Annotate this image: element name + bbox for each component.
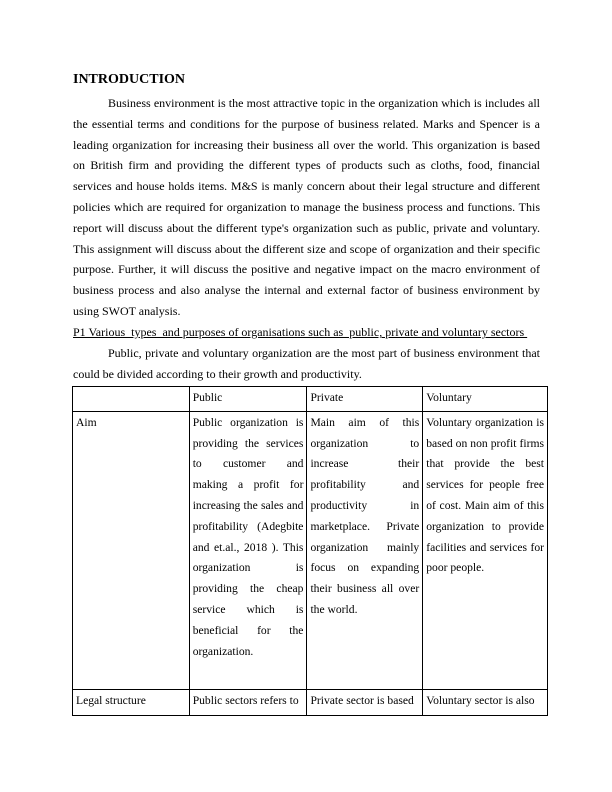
table-row: [73, 689, 548, 715]
cell-public: Public organization is providing the services to customer and making a profit for increasing the sales and profitability (Adegbite and et.al., 2018 ). This organization is providing the cheap service which is beneficial for the organization.: [189, 411, 307, 689]
intro-text: Business environment is the most attractive topic in the organization which is includes all the essential terms and conditions for the purpose of business related. Marks and Spencer is a leading organization for increasing their business all over the world. This organization is based on British firm and providing the different types of products such as cloths, food, financial services and house holds items. M&S is manly concern about their legal structure and different policies which are required for organization to manage the business process and functions. This report will discuss about the different type's organization such as public, private and voluntary. This assignment will discuss about the different size and scope of organization and their specific purpose. Further, it will discuss the positive and negative impact on the macro environment of business process and also analyse the internal and external factor of business environment by using SWOT analysis.: [73, 96, 540, 318]
table-row: [73, 411, 548, 689]
header-cell-voluntary: Voluntary: [423, 387, 548, 412]
section-heading: INTRODUCTION: [73, 72, 186, 87]
p1-text: Public, private and voluntary organization are the most part of business environment that could be divided according to their growth and productivity.: [73, 346, 540, 381]
row-label: Aim: [73, 411, 190, 689]
row-label: Legal structure: [73, 689, 190, 715]
table-header-row: [73, 387, 548, 412]
subheading-p1: P1 Various types and purposes of organisations such as public, private and voluntary sectors: [73, 325, 528, 339]
header-cell-empty: [73, 387, 190, 412]
header-cell-private: Private: [307, 387, 423, 412]
header-cell-public: Public: [189, 387, 307, 412]
organisation-comparison-table: [72, 386, 548, 716]
cell-private: Main aim of this organization to increase their profitability and productivity in marketplace. Private organization mainly focus on expanding their business all over the world.: [307, 411, 423, 689]
cell-voluntary: Voluntary sector is also: [423, 689, 548, 715]
cell-voluntary: Voluntary organization is based on non profit firms that provide the best services for people free of cost. Main aim of this organization to provide facilities and services for poor people.: [423, 411, 548, 689]
intro-paragraph: [73, 93, 540, 322]
p1-paragraph: [73, 343, 540, 385]
cell-private: Private sector is based: [307, 689, 423, 715]
cell-public: Public sectors refers to: [189, 689, 307, 715]
